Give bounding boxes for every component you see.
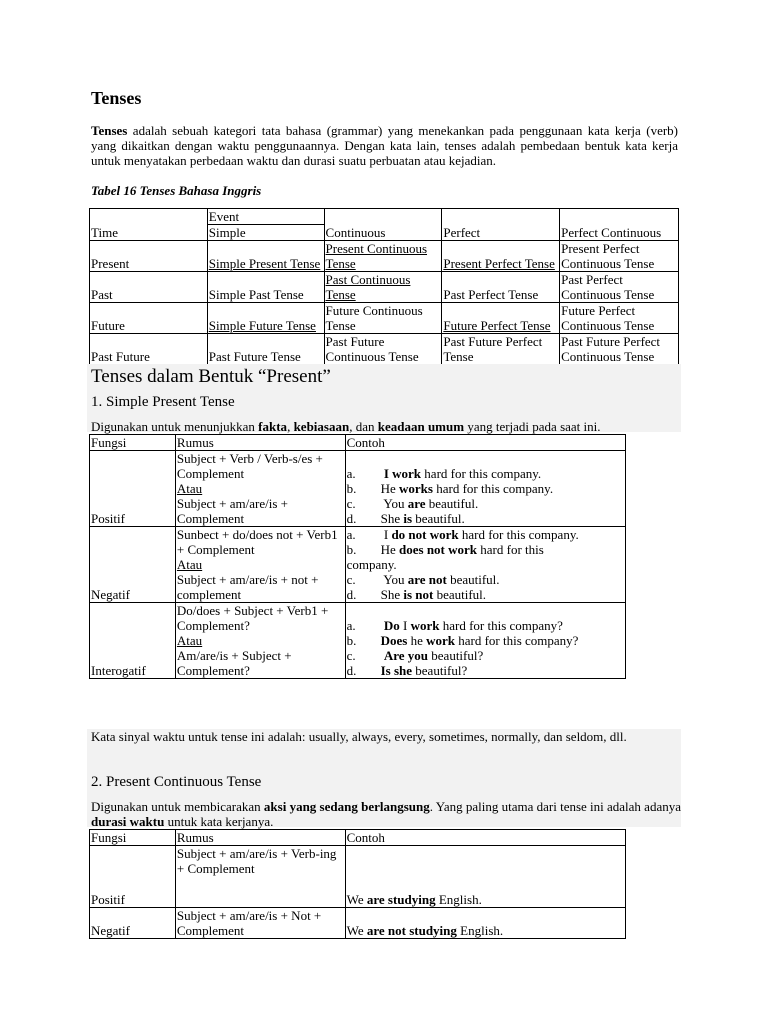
text-bold: is: [403, 511, 413, 526]
desc-bold: fakta: [258, 419, 288, 434]
text-run: English.: [435, 892, 482, 907]
desc-bold: keadaan umum: [377, 419, 465, 434]
desc-text: ,: [287, 419, 294, 434]
tense-cell: [560, 334, 679, 365]
example-marker: c.: [346, 648, 356, 663]
text-run: He: [380, 481, 400, 496]
text-run: beautiful?: [428, 648, 484, 663]
text-bold: Are you: [383, 648, 429, 663]
example-line: [347, 618, 624, 633]
example-marker: c.: [346, 572, 356, 587]
text-bold: Do: [383, 618, 400, 633]
formula-text: Am/are/is + Subject + Complement?: [176, 648, 292, 678]
header-perfect-continuous: Perfect Continuous: [561, 225, 662, 240]
text-bold: work: [426, 633, 455, 648]
example-line: [347, 587, 624, 602]
example-text: [381, 618, 624, 633]
header-cell: [324, 209, 442, 241]
text-bold: Is she: [380, 663, 413, 678]
text-bold: Does: [380, 633, 408, 648]
tense-cell: [442, 334, 560, 365]
column-header: Fungsi: [90, 435, 176, 451]
example-text: [381, 633, 624, 648]
example-line: [347, 542, 624, 557]
example-line: [347, 481, 624, 496]
example-text: [381, 542, 624, 557]
tense-cell: [207, 272, 324, 303]
example-text: [381, 648, 624, 663]
example-marker: d.: [346, 511, 357, 526]
table-row: [90, 209, 679, 241]
text-bold: are: [407, 496, 426, 511]
tenses-table: [89, 208, 679, 365]
time-cell: Past Future: [90, 334, 208, 365]
simple-present-table: [89, 434, 626, 679]
example-text: [381, 587, 624, 602]
table-row: [90, 241, 679, 272]
text-run: She: [380, 587, 404, 602]
desc-bold: kebiasaan: [293, 419, 350, 434]
desc-text: yang terjadi pada saat ini.: [464, 419, 601, 434]
example-cell: [345, 603, 625, 679]
example-marker: c.: [346, 496, 356, 511]
desc-text: Digunakan untuk menunjukkan: [91, 419, 259, 434]
tense-cell: [324, 241, 442, 272]
tense-name: Simple Past Tense: [208, 287, 304, 302]
text-bold: are not studying: [366, 923, 457, 938]
example-marker: b.: [346, 542, 357, 557]
example-line: [347, 648, 624, 663]
column-header: Rumus: [175, 435, 345, 451]
function-cell: Negatif: [90, 908, 176, 939]
text-run: English.: [456, 923, 504, 938]
tense-name: Past Future Tense: [208, 349, 301, 364]
example-marker: b.: [346, 481, 357, 496]
time-header-cell: [90, 209, 208, 241]
tense-cell: [207, 303, 324, 334]
example-marker: a.: [346, 618, 356, 633]
formula-cell: Subject + am/are/is + Not + Complement: [175, 908, 345, 939]
table-row: [90, 846, 626, 908]
time-cell: Present: [90, 241, 208, 272]
desc-text: untuk kata kerjanya.: [164, 814, 274, 829]
formula-cell: [175, 451, 345, 527]
example-cell: [345, 846, 625, 908]
column-header: Rumus: [175, 830, 345, 846]
example-marker: b.: [346, 633, 357, 648]
desc-bold: aksi yang sedang berlangsung: [263, 799, 430, 814]
example-text: [381, 496, 624, 511]
tense-cell: [442, 241, 560, 272]
example-marker: d.: [346, 587, 357, 602]
header-perfect: Perfect: [443, 225, 481, 240]
tense-cell: [207, 334, 324, 365]
table-row: [90, 303, 679, 334]
function-cell: Interogatif: [90, 603, 176, 679]
example-line: [347, 527, 624, 542]
example-line-wrap: [347, 557, 624, 572]
column-header: Contoh: [345, 435, 625, 451]
example-marker: a.: [346, 527, 356, 542]
header-simple: Simple: [208, 225, 246, 240]
time-label: Time: [91, 225, 118, 240]
text-run: We: [346, 923, 367, 938]
text-run: company.: [346, 557, 397, 572]
text-run: She: [380, 511, 404, 526]
example-text: [381, 663, 624, 678]
example-line: [347, 663, 624, 678]
tense-cell: [324, 303, 442, 334]
text-run: hard for this company.: [458, 527, 579, 542]
simple-present-heading: 1. Simple Present Tense: [91, 394, 235, 410]
tense-name: Present Continuous Tense: [325, 241, 428, 271]
formula-cell: Subject + am/are/is + Verb-ing + Complement: [175, 846, 345, 908]
table-row: [90, 435, 626, 451]
text-run: hard for this company?: [439, 618, 563, 633]
tense-cell: [324, 272, 442, 303]
present-continuous-table: [89, 829, 626, 939]
tense-cell: [442, 272, 560, 303]
example-line: [347, 466, 624, 481]
tense-name: Past Perfect Tense: [443, 287, 539, 302]
intro-paragraph: [91, 123, 678, 168]
text-run: he: [407, 633, 427, 648]
table-row: [90, 451, 626, 527]
event-label: Event: [208, 209, 324, 225]
tense-name: Present Perfect Continuous Tense: [561, 241, 655, 271]
header-cell: [560, 209, 679, 241]
text-run: beautiful.: [446, 572, 500, 587]
tense-name: Future Perfect Continuous Tense: [561, 303, 655, 333]
tense-name: Future Perfect Tense: [443, 318, 551, 333]
header-cell: [442, 209, 560, 241]
example-line: [347, 511, 624, 526]
tense-name: Simple Present Tense: [208, 256, 321, 271]
function-cell: Negatif: [90, 527, 176, 603]
formula-cell: [175, 527, 345, 603]
table-row: [90, 334, 679, 365]
tense-cell: [560, 241, 679, 272]
text-bold: I work: [383, 466, 422, 481]
example-text: [381, 527, 624, 542]
tense-name: Past Future Perfect Tense: [443, 334, 543, 364]
formula-text: Subject + Verb / Verb-s/es + Complement: [176, 451, 323, 481]
desc-text: . Yang paling utama dari tense ini adalah adanya: [429, 799, 681, 814]
text-bold: are studying: [366, 892, 436, 907]
tense-cell: [560, 272, 679, 303]
tense-name: Future Continuous Tense: [325, 303, 423, 333]
tense-name: Simple Future Tense: [208, 318, 316, 333]
text-run: hard for this company?: [454, 633, 579, 648]
text-bold: works: [399, 481, 433, 496]
text-bold: work: [410, 618, 440, 633]
text-run: hard for this: [477, 542, 544, 557]
section-heading-present: Tenses dalam Bentuk “Present”: [91, 366, 331, 387]
text-run: hard for this company.: [421, 466, 542, 481]
desc-bold: durasi waktu: [91, 814, 165, 829]
example-cell: [345, 527, 625, 603]
present-continuous-heading: 2. Present Continuous Tense: [91, 774, 262, 790]
text-run: I: [380, 527, 392, 542]
column-header: Contoh: [345, 830, 625, 846]
formula-text: Subject + am/are/is + not + complement: [176, 572, 319, 602]
example-line: [347, 496, 624, 511]
header-continuous: Continuous: [325, 225, 386, 240]
tense-name: Past Future Continuous Tense: [325, 334, 419, 364]
example-marker: a.: [346, 466, 356, 481]
text-run: We: [346, 892, 367, 907]
table-row: [90, 603, 626, 679]
time-cell: Past: [90, 272, 208, 303]
example-text: [381, 466, 624, 481]
example-text: [381, 572, 624, 587]
text-run: beautiful.: [425, 496, 479, 511]
tense-name: Past Perfect Continuous Tense: [561, 272, 655, 302]
time-cell: Future: [90, 303, 208, 334]
function-cell: Positif: [90, 846, 176, 908]
example-cell: [345, 451, 625, 527]
signal-words-note: Kata sinyal waktu untuk tense ini adalah: usually, always, every, sometimes, normally, dan seldom, dll.: [91, 729, 627, 744]
table-row: [90, 272, 679, 303]
tense-name: Present Perfect Tense: [443, 256, 555, 271]
intro-text: adalah sebuah kategori tata bahasa (grammar) yang menekankan pada penggunaan kata kerja (verb) yang dikaitkan dengan waktu penggunaannya. Dengan kata lain, tenses adalah pembedaan bentuk kata kerja untuk menyatakan perbedaan waktu dan durasi suatu perbuatan atau kejadian.: [91, 123, 678, 168]
formula-text: Do/does + Subject + Verb1 + Complement?: [176, 603, 329, 633]
example-marker: d.: [346, 663, 357, 678]
text-bold: do not work: [391, 527, 459, 542]
text-run: You: [380, 496, 408, 511]
example-text: [381, 481, 624, 496]
text-run: You: [380, 572, 408, 587]
example-line: [347, 572, 624, 587]
tense-cell: [560, 303, 679, 334]
tense-cell: [207, 241, 324, 272]
column-header: Fungsi: [90, 830, 176, 846]
function-cell: Positif: [90, 451, 176, 527]
text-bold: is not: [403, 587, 434, 602]
table-caption: Tabel 16 Tenses Bahasa Inggris: [91, 183, 262, 198]
intro-term: Tenses: [91, 123, 128, 138]
text-run: I: [399, 618, 411, 633]
page-title: Tenses: [91, 88, 142, 108]
text-run: beautiful?: [412, 663, 468, 678]
table-row: [90, 830, 626, 846]
formula-cell: [175, 603, 345, 679]
desc-text: , dan: [349, 419, 378, 434]
example-cell: [345, 908, 625, 939]
formula-or: Atau: [176, 557, 203, 572]
text-bold: are not: [407, 572, 447, 587]
present-continuous-description: [91, 799, 681, 829]
example-text: [381, 511, 624, 526]
tense-cell: [442, 303, 560, 334]
example-line: [347, 633, 624, 648]
event-simple-cell: [207, 209, 324, 241]
simple-present-description: [91, 419, 601, 434]
desc-text: Digunakan untuk membicarakan: [91, 799, 264, 814]
table-row: [90, 527, 626, 603]
text-run: beautiful.: [412, 511, 465, 526]
formula-text: Sunbect + do/does not + Verb1 + Complement: [176, 527, 338, 557]
tense-name: Past Future Perfect Continuous Tense: [561, 334, 661, 364]
text-run: beautiful.: [433, 587, 487, 602]
tense-name: Past Continuous Tense: [325, 272, 411, 302]
tense-cell: [324, 334, 442, 365]
formula-or: Atau: [176, 481, 203, 496]
text-bold: does not work: [399, 542, 478, 557]
table-row: [90, 908, 626, 939]
formula-or: Atau: [176, 633, 203, 648]
formula-text: Subject + am/are/is + Complement: [176, 496, 288, 526]
text-run: hard for this company.: [432, 481, 554, 496]
text-run: He: [380, 542, 400, 557]
